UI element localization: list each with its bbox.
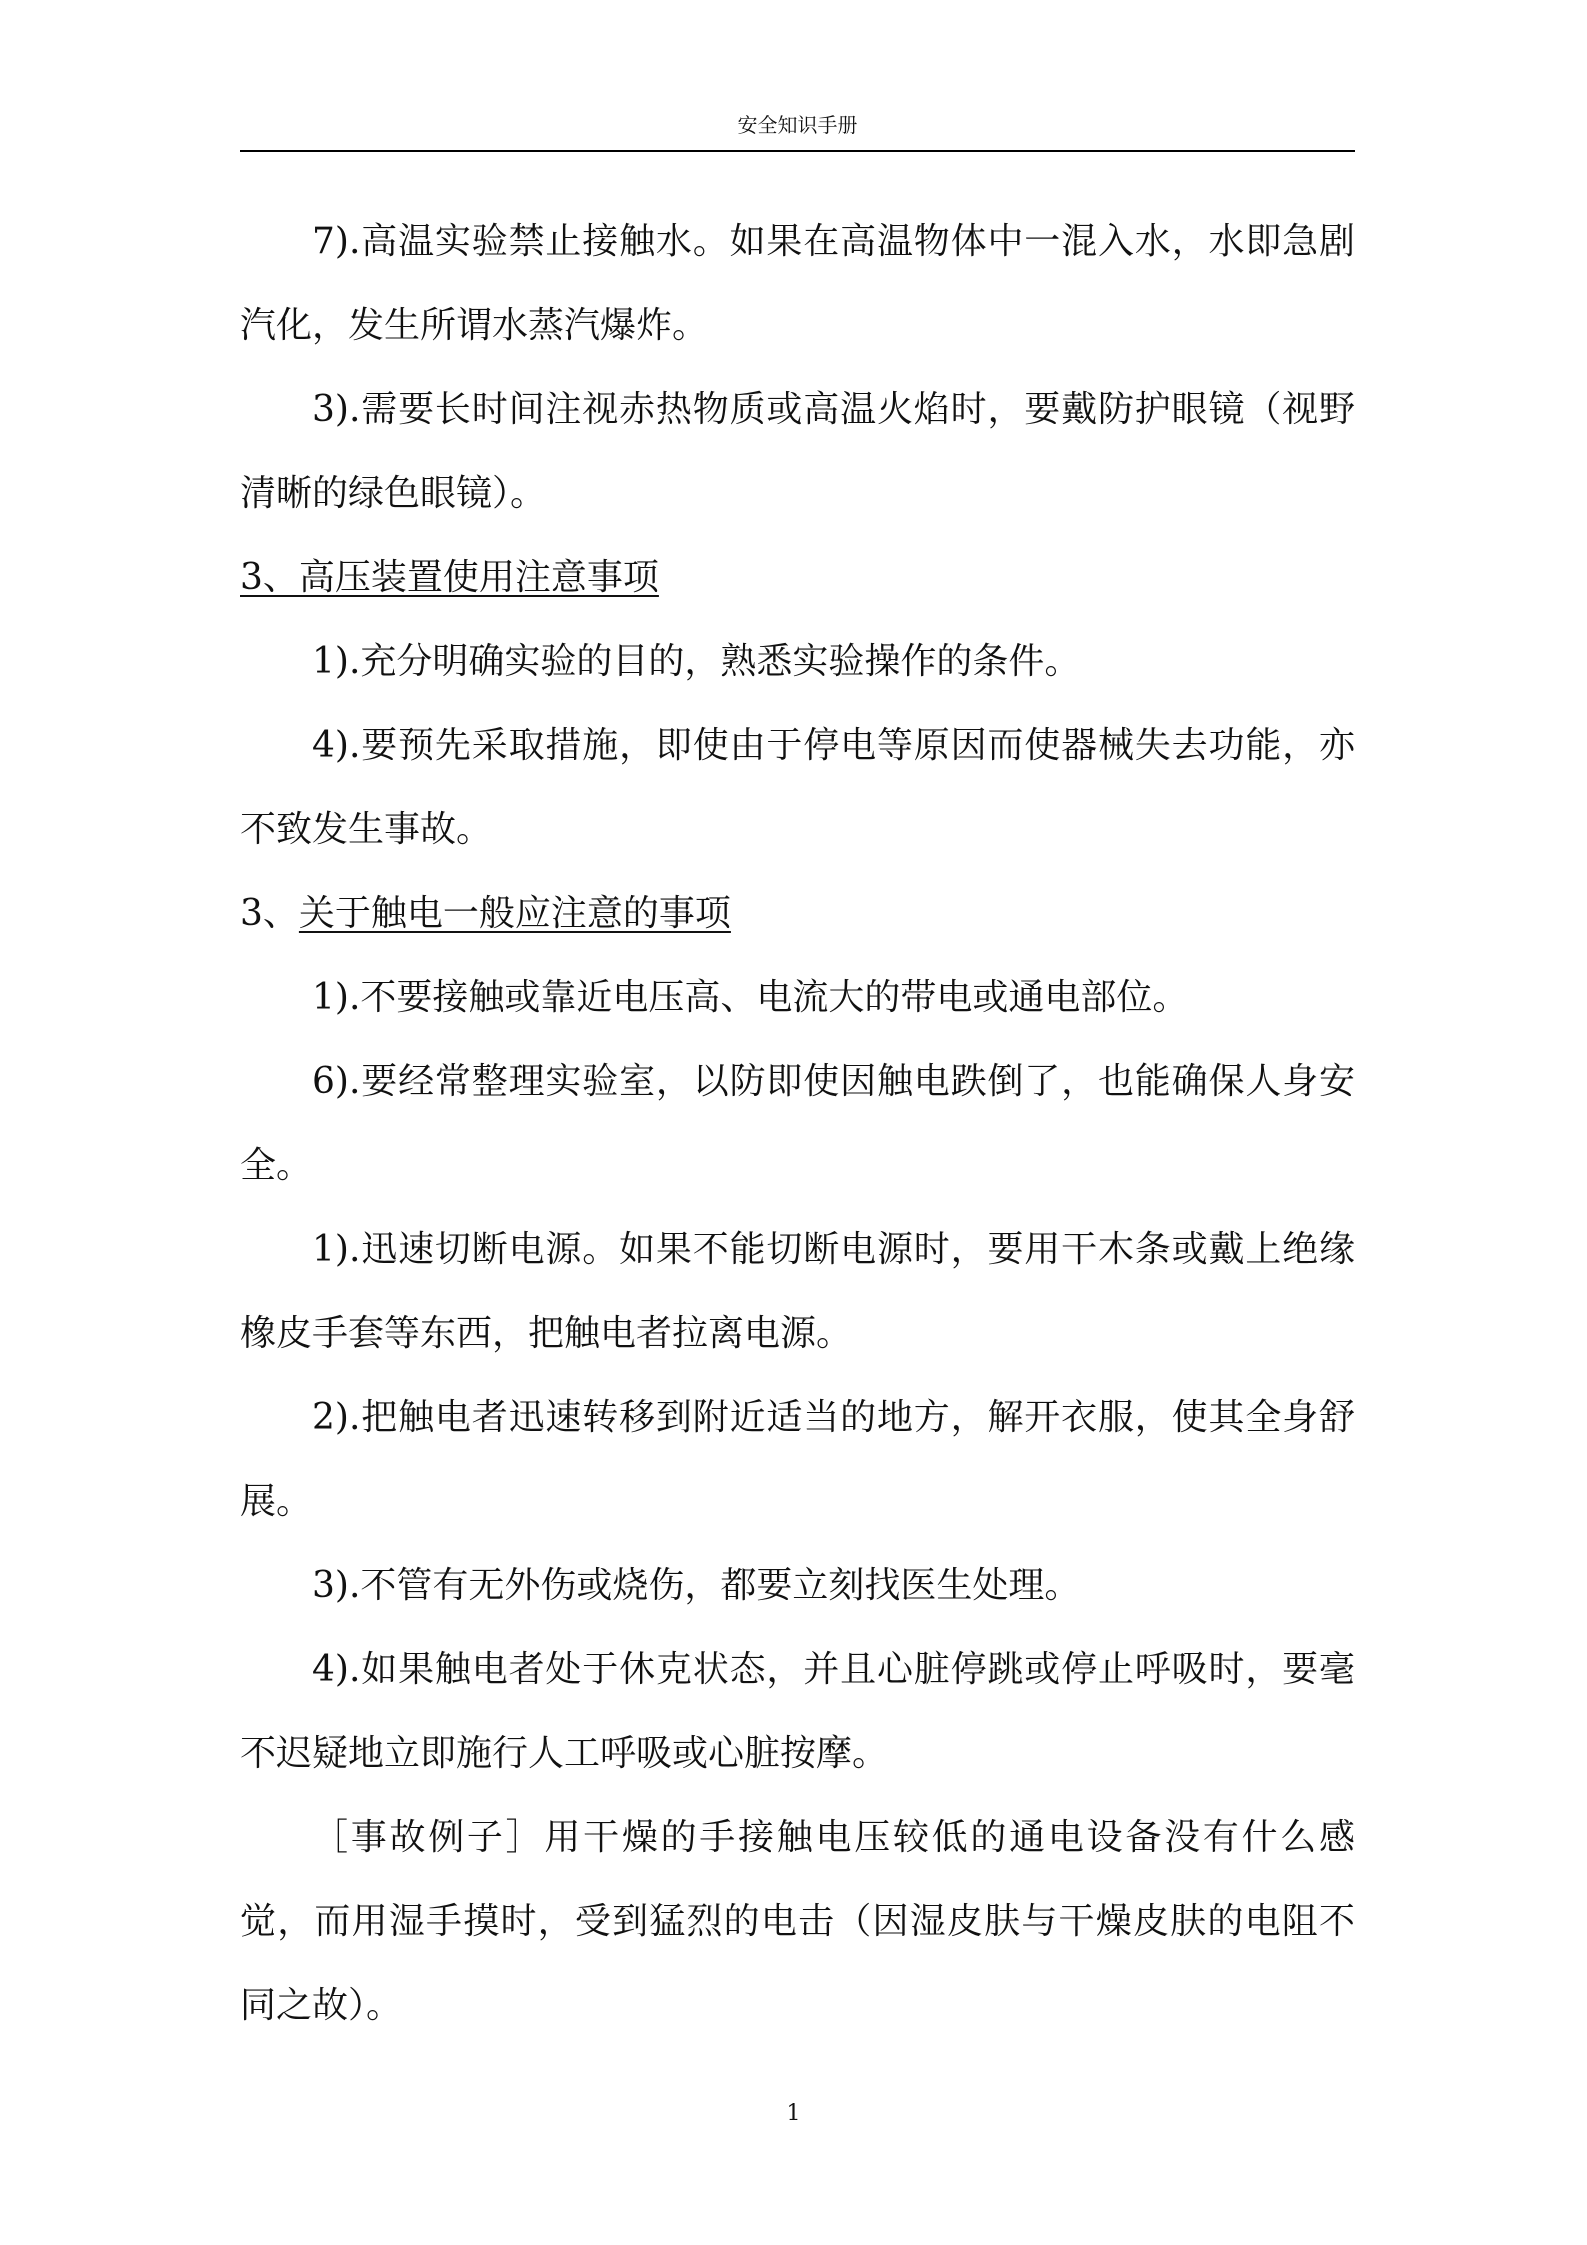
paragraph-cut-power: 1).迅速切断电源。如果不能切断电源时，要用干木条或戴上绝缘橡皮手套等东西，把触电者拉离电源。 [240,1229,1355,1354]
paragraph-accident-example: ［事故例子］用干燥的手接触电压较低的通电设备没有什么感觉，而用湿手摸时，受到猛烈的电击（因湿皮肤与干燥皮肤的电阻不同之故）。 [240,1817,1355,2026]
paragraph-power-failure-measures: 4).要预先采取措施，即使由于停电等原因而使器械失去功能，亦不致发生事故。 [240,725,1355,850]
paragraph-tidy-lab: 6).要经常整理实验室，以防即使因触电跌倒了，也能确保人身安全。 [240,1061,1355,1186]
section-heading-electric-shock [240,872,1355,956]
paragraph-move-victim: 2).把触电者迅速转移到附近适当的地方，解开衣服，使其全身舒展。 [240,1397,1355,1522]
section-heading-high-pressure: 3、高压装置使用注意事项 [240,557,659,598]
page-header [240,112,1355,152]
paragraph-protective-goggles: 3).需要长时间注视赤热物质或高温火焰时，要戴防护眼镜（视野清晰的绿色眼镜）。 [240,389,1355,514]
section-heading-prefix: 3、 [240,893,299,934]
paragraph-experiment-purpose: 1).充分明确实验的目的，熟悉实验操作的条件。 [312,641,1081,682]
paragraph-cpr: 4).如果触电者处于休克状态，并且心脏停跳或停止呼吸时，要毫不迟疑地立即施行人工呼吸或心脏按摩。 [240,1649,1355,1774]
header-title: 安全知识手册 [737,113,858,137]
document-body [240,200,1355,2048]
paragraph-avoid-live-parts: 1).不要接触或靠近电压高、电流大的带电或通电部位。 [312,977,1189,1018]
paragraph-high-temp-water: 7).高温实验禁止接触水。如果在高温物体中一混入水，水即急剧汽化，发生所谓水蒸汽爆炸。 [240,221,1355,346]
paragraph-see-doctor: 3).不管有无外伤或烧伤，都要立刻找医生处理。 [312,1565,1081,1606]
page-number: 1 [786,2101,801,2126]
section-heading-text: 关于触电一般应注意的事项 [298,893,731,934]
